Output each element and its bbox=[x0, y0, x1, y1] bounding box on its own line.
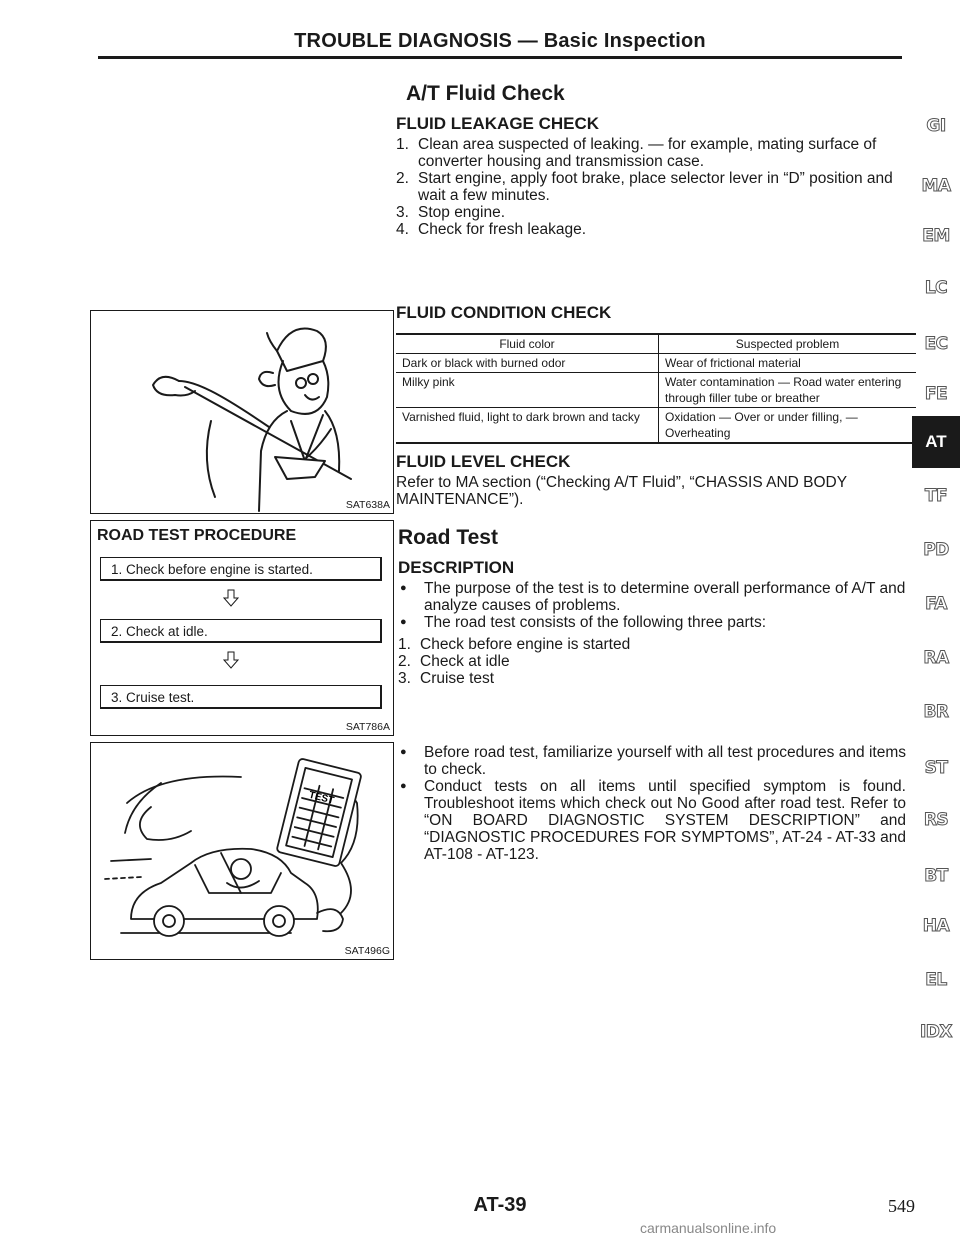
section-title-fluid-check: A/T Fluid Check bbox=[406, 82, 565, 105]
side-tab-ec[interactable]: EC bbox=[924, 334, 948, 354]
side-tab-gi[interactable]: GI bbox=[926, 116, 946, 136]
list-item: ● Conduct tests on all items until specified symptom is found. Troubleshoot items which check out No Good after road test. Refer to “ON BOARD DIAGNOSTIC SYSTEM DESCRIPTION” and “DIAGNOSTIC PROCEDURES FOR SYMPTOMS”, AT-24 - AT-33 and AT-108 - AT-123. bbox=[398, 778, 906, 863]
figure-code: SAT638A bbox=[345, 499, 390, 511]
heading-condition: FLUID CONDITION CHECK bbox=[396, 303, 612, 322]
level-text: Refer to MA section (“Checking A/T Fluid”, “CHASSIS AND BODY MAINTENANCE”). bbox=[396, 474, 847, 508]
figure-car bbox=[90, 742, 394, 960]
page-number: AT-39 bbox=[473, 1194, 527, 1216]
side-tab-br[interactable]: BR bbox=[923, 702, 949, 722]
leakage-step: 3. Stop engine. bbox=[396, 204, 506, 221]
table-row bbox=[396, 408, 916, 444]
figure-code: SAT786A bbox=[345, 721, 390, 733]
list-item: ● The purpose of the test is to determine overall performance of A/T and analyze causes of problems. bbox=[398, 580, 906, 614]
page-title: TROUBLE DIAGNOSIS — Basic Inspection bbox=[294, 30, 706, 52]
side-tab-st[interactable]: ST bbox=[924, 758, 948, 778]
side-tab-fe[interactable]: FE bbox=[924, 384, 948, 404]
arrow-down-icon bbox=[223, 589, 239, 607]
column-header: Fluid color bbox=[396, 334, 659, 354]
side-tab-rs[interactable]: RS bbox=[923, 810, 949, 830]
leakage-steps bbox=[396, 136, 904, 238]
figure-mechanic bbox=[90, 310, 394, 514]
list-item: ● Before road test, familiarize yourself with all test procedures and items to check. bbox=[398, 744, 906, 778]
side-tab-el[interactable]: EL bbox=[925, 970, 947, 990]
table-cell: Varnished fluid, light to dark brown and tacky bbox=[396, 408, 659, 444]
procedure-step: 2. Check at idle. bbox=[100, 619, 382, 643]
test-sign: TEST bbox=[307, 789, 336, 807]
table-cell: Wear of frictional material bbox=[659, 354, 917, 373]
fluid-condition-table bbox=[396, 333, 916, 444]
heading-level: FLUID LEVEL CHECK bbox=[396, 452, 571, 471]
column-header: Suspected problem bbox=[659, 334, 917, 354]
procedure-title: ROAD TEST PROCEDURE bbox=[97, 527, 297, 544]
side-tab-lc[interactable]: LC bbox=[924, 278, 948, 298]
list-item: 1. Check before engine is started bbox=[398, 636, 631, 653]
arrow-down-icon bbox=[223, 651, 239, 669]
procedure-step: 1. Check before engine is started. bbox=[100, 557, 382, 581]
car-illustration bbox=[91, 743, 393, 959]
table-header-row bbox=[396, 334, 916, 354]
heading-leakage: FLUID LEAKAGE CHECK bbox=[396, 114, 600, 133]
title-rule bbox=[98, 56, 902, 59]
table-cell: Milky pink bbox=[396, 373, 659, 408]
section-title-road-test: Road Test bbox=[398, 526, 498, 549]
table-cell: Dark or black with burned odor bbox=[396, 354, 659, 373]
list-item: 3. Cruise test bbox=[398, 670, 495, 687]
watermark: carmanualsonline.info bbox=[640, 1220, 777, 1236]
leakage-step: 1. Clean area suspected of leaking. — for example, mating surface of converter housing and transmission case. bbox=[396, 136, 877, 170]
table-row bbox=[396, 354, 916, 373]
side-tab-ma[interactable]: MA bbox=[921, 176, 951, 196]
description-bullets bbox=[398, 580, 906, 631]
leakage-step: 2. Start engine, apply foot brake, place selector lever in “D” position and wait a few minutes. bbox=[396, 170, 893, 204]
table-cell: Oxidation — Over or under filling, — Overheating bbox=[659, 408, 917, 444]
figure-code: SAT496G bbox=[344, 945, 390, 957]
sheet-number: 549 bbox=[888, 1196, 915, 1216]
table-cell: Water contamination — Road water entering through filler tube or breather bbox=[659, 373, 917, 408]
list-item: ● The road test consists of the following three parts: bbox=[398, 614, 906, 631]
procedure-step: 3. Cruise test. bbox=[100, 685, 382, 709]
road-test-notes bbox=[398, 744, 906, 863]
list-item: 2. Check at idle bbox=[398, 653, 510, 670]
mechanic-illustration bbox=[91, 311, 393, 513]
side-tab-at[interactable]: AT bbox=[912, 416, 960, 468]
heading-description: DESCRIPTION bbox=[398, 558, 515, 577]
side-tab-bt[interactable]: BT bbox=[924, 866, 948, 886]
leakage-step: 4. Check for fresh leakage. bbox=[396, 221, 587, 238]
side-tab-ha[interactable]: HA bbox=[922, 916, 950, 936]
side-tab-ra[interactable]: RA bbox=[923, 648, 949, 668]
side-tab-tf[interactable]: TF bbox=[924, 486, 948, 506]
side-tab-idx[interactable]: IDX bbox=[919, 1022, 953, 1042]
road-test-parts bbox=[398, 636, 878, 687]
side-tab-em[interactable]: EM bbox=[922, 226, 950, 246]
figure-procedure bbox=[90, 520, 394, 736]
table-row bbox=[396, 373, 916, 408]
side-tab-fa[interactable]: FA bbox=[925, 594, 947, 614]
side-tab-pd[interactable]: PD bbox=[923, 540, 949, 560]
